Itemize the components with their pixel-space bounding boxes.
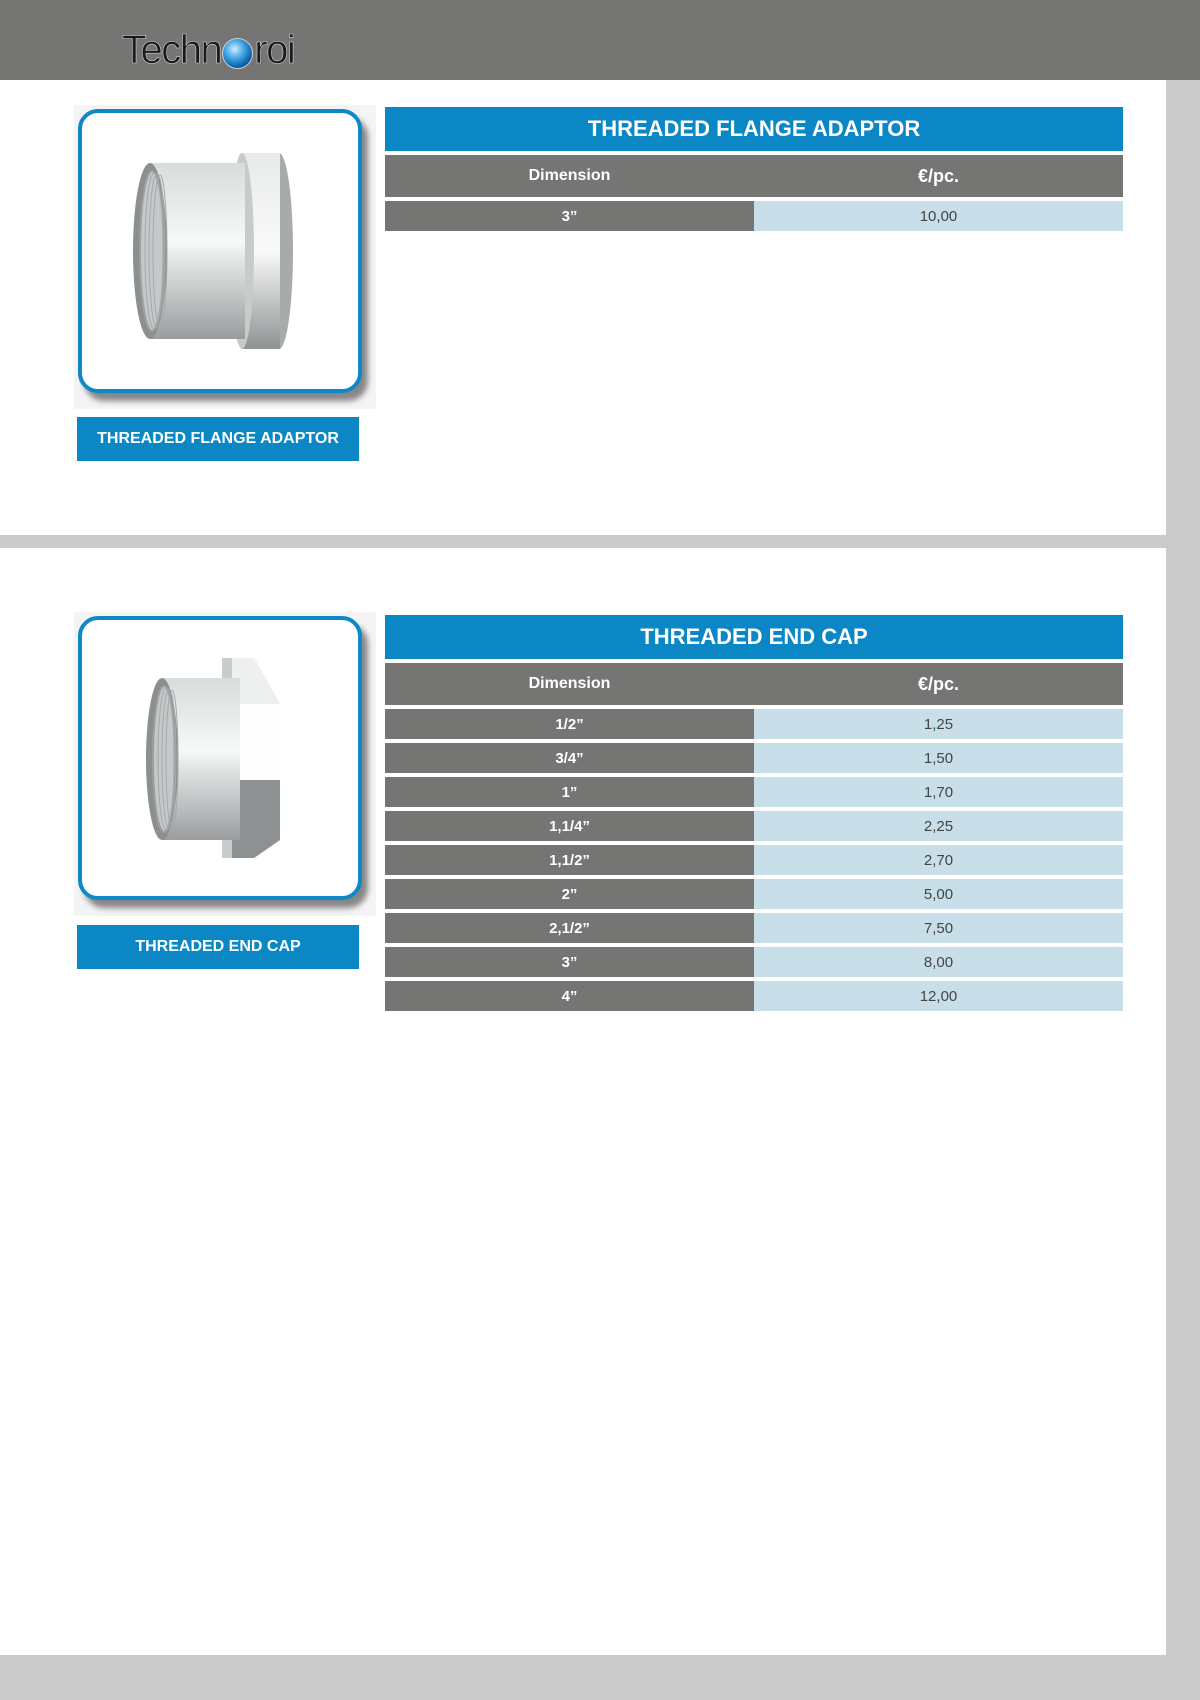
dimension-cell: 4” [385,981,754,1011]
dimension-cell: 1/2” [385,709,754,739]
dimension-cell: 1,1/2” [385,845,754,875]
table-title: THREADED FLANGE ADAPTOR [385,107,1123,151]
catalog-section-end-cap [0,548,1166,1655]
page-side-margin [1166,80,1200,1700]
brand-text-part1: Techn [122,27,222,72]
column-header-dimension: Dimension [528,167,611,184]
price-cell: 2,25 [754,811,1123,841]
price-cell: 1,50 [754,743,1123,773]
column-header-price: €/pc. [917,165,960,186]
price-cell: 8,00 [754,947,1123,977]
product-image-frame [78,616,362,900]
table-row [385,811,1123,841]
dimension-cell: 2” [385,879,754,909]
catalog-section-flange-adaptor [0,80,1166,535]
price-table [385,107,1123,231]
product-label: THREADED END CAP [77,925,359,969]
table-row [385,201,1123,231]
price-cell: 10,00 [754,201,1123,231]
dimension-cell: 1,1/4” [385,811,754,841]
product-image-card [74,105,376,409]
table-row [385,845,1123,875]
table-row [385,981,1123,1011]
header-bar [0,0,1200,80]
product-image-card [74,612,376,916]
table-row [385,709,1123,739]
dimension-cell: 3/4” [385,743,754,773]
column-header-price: €/pc. [917,673,960,694]
price-cell: 5,00 [754,879,1123,909]
price-table [385,615,1123,1011]
table-title: THREADED END CAP [385,615,1123,659]
dimension-cell: 3” [385,201,754,231]
price-cell: 1,70 [754,777,1123,807]
dimension-cell: 1” [385,777,754,807]
table-row [385,743,1123,773]
table-row [385,913,1123,943]
dimension-cell: 3” [385,947,754,977]
flange-adaptor-image [82,113,358,389]
product-label: THREADED FLANGE ADAPTOR [77,417,359,461]
table-header-row [385,155,1123,197]
price-cell: 7,50 [754,913,1123,943]
column-header-dimension: Dimension [528,675,611,692]
price-cell: 1,25 [754,709,1123,739]
table-header-row [385,663,1123,705]
price-cell: 12,00 [754,981,1123,1011]
table-row [385,777,1123,807]
product-image-frame [78,109,362,393]
brand-logo [122,28,294,72]
end-cap-image [82,620,358,896]
globe-icon [222,38,253,69]
table-row [385,879,1123,909]
brand-text-part2: roi [254,27,295,72]
dimension-cell: 2,1/2” [385,913,754,943]
price-cell: 2,70 [754,845,1123,875]
table-row [385,947,1123,977]
